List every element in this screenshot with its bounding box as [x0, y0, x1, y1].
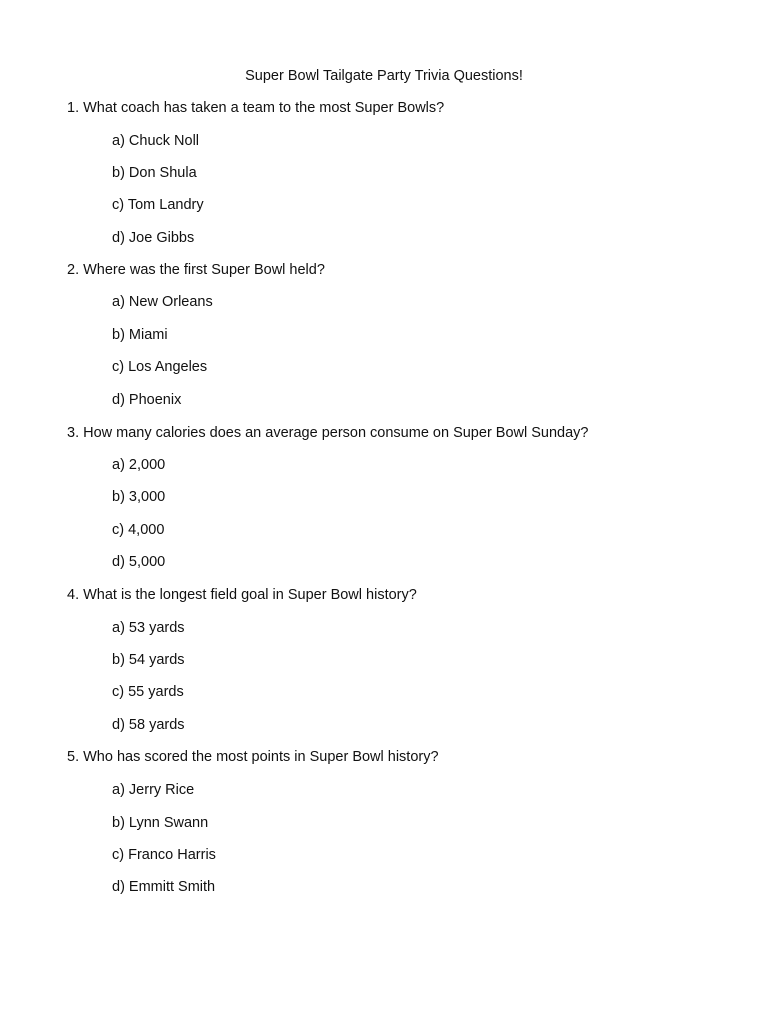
question-2-option-d: d) Phoenix: [112, 392, 182, 408]
question-2: 2. Where was the first Super Bowl held?: [67, 262, 325, 278]
question-2-option-b: b) Miami: [112, 327, 168, 343]
question-2-option-a: a) New Orleans: [112, 294, 213, 310]
question-3-option-a: a) 2,000: [112, 457, 166, 473]
question-5-option-c: c) Franco Harris: [112, 847, 216, 863]
question-3: 3. How many calories does an average person consume on Super Bowl Sunday?: [67, 425, 589, 441]
question-4-option-d: d) 58 yards: [112, 717, 185, 733]
question-4-option-b: b) 54 yards: [112, 652, 185, 668]
question-3-option-c: c) 4,000: [112, 522, 165, 538]
question-1-option-a: a) Chuck Noll: [112, 133, 200, 149]
question-5-option-d: d) Emmitt Smith: [112, 879, 216, 895]
question-1-option-b: b) Don Shula: [112, 165, 197, 181]
question-4-option-c: c) 55 yards: [112, 684, 184, 700]
question-1-option-c: c) Tom Landry: [112, 197, 204, 213]
question-4-option-a: a) 53 yards: [112, 620, 185, 636]
question-2-option-c: c) Los Angeles: [112, 359, 208, 375]
question-1: 1. What coach has taken a team to the most Super Bowls?: [67, 100, 445, 116]
question-5-option-a: a) Jerry Rice: [112, 782, 195, 798]
question-4: 4. What is the longest field goal in Super Bowl history?: [67, 587, 417, 603]
question-3-option-d: d) 5,000: [112, 554, 166, 570]
question-5-option-b: b) Lynn Swann: [112, 815, 209, 831]
question-1-option-d: d) Joe Gibbs: [112, 230, 195, 246]
question-3-option-b: b) 3,000: [112, 489, 166, 505]
document-title: Super Bowl Tailgate Party Trivia Questions!: [245, 68, 523, 84]
question-5: 5. Who has scored the most points in Super Bowl history?: [67, 749, 439, 765]
